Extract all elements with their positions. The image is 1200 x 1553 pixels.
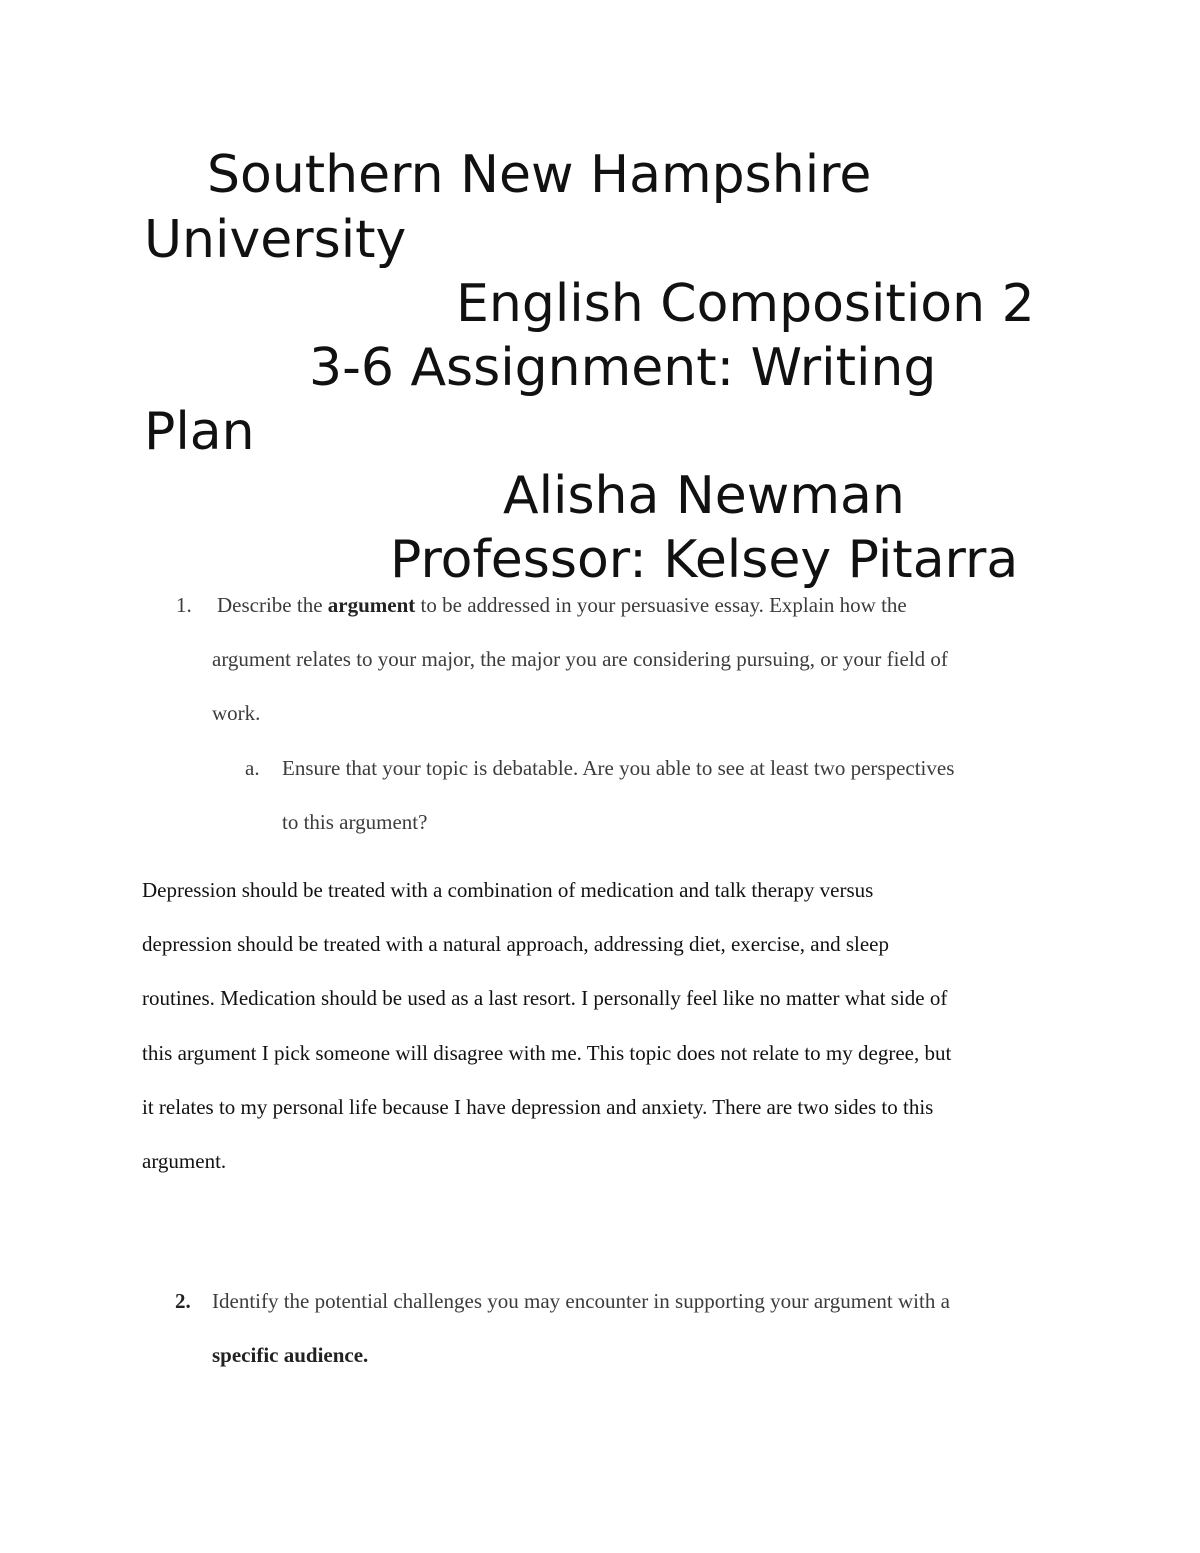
question-1-bold-term: argument xyxy=(327,593,416,617)
question-1-line-2: argument relates to your major, the major you are considering pursuing, or your field of xyxy=(212,647,948,671)
question-1-line-1 xyxy=(217,595,907,616)
professor-name: Professor: Kelsey Pitarra xyxy=(390,530,1019,590)
question-1-number: 1. xyxy=(176,593,192,617)
course-title: English Composition 2 xyxy=(456,274,1035,334)
question-2-line-1: Identify the potential challenges you may encounter in supporting your argument with a xyxy=(212,1289,950,1313)
question-2-number: 2. xyxy=(175,1289,191,1313)
question-1-line-3: work. xyxy=(212,701,261,725)
header-line-1: Southern New Hampshire xyxy=(207,145,872,205)
question-1a-letter: a. xyxy=(245,756,260,780)
answer-1-line-4: this argument I pick someone will disagree with me. This topic does not relate to my degree, but xyxy=(142,1041,952,1065)
question-1-text-before-bold: Describe the xyxy=(217,593,328,617)
question-1a-line-1: Ensure that your topic is debatable. Are you able to see at least two perspectives xyxy=(282,756,955,780)
student-name: Alisha Newman xyxy=(503,466,905,526)
answer-1-line-6: argument. xyxy=(142,1149,227,1173)
answer-1-line-5: it relates to my personal life because I have depression and anxiety. There are two sides to this xyxy=(142,1095,934,1119)
assignment-title-line-1: 3-6 Assignment: Writing xyxy=(309,338,937,398)
question-2-line-2: specific audience. xyxy=(212,1343,369,1367)
header-line-2: University xyxy=(144,210,407,270)
assignment-title-line-2: Plan xyxy=(144,402,255,462)
question-1-text-after-bold: to be addressed in your persuasive essay. Explain how the xyxy=(415,593,907,617)
question-1a-line-2: to this argument? xyxy=(282,810,428,834)
answer-1-line-3: routines. Medication should be used as a last resort. I personally feel like no matter what side of xyxy=(142,986,948,1010)
answer-1-line-1: Depression should be treated with a combination of medication and talk therapy versus xyxy=(142,878,874,902)
answer-1-line-2: depression should be treated with a natural approach, addressing diet, exercise, and sleep xyxy=(142,932,889,956)
